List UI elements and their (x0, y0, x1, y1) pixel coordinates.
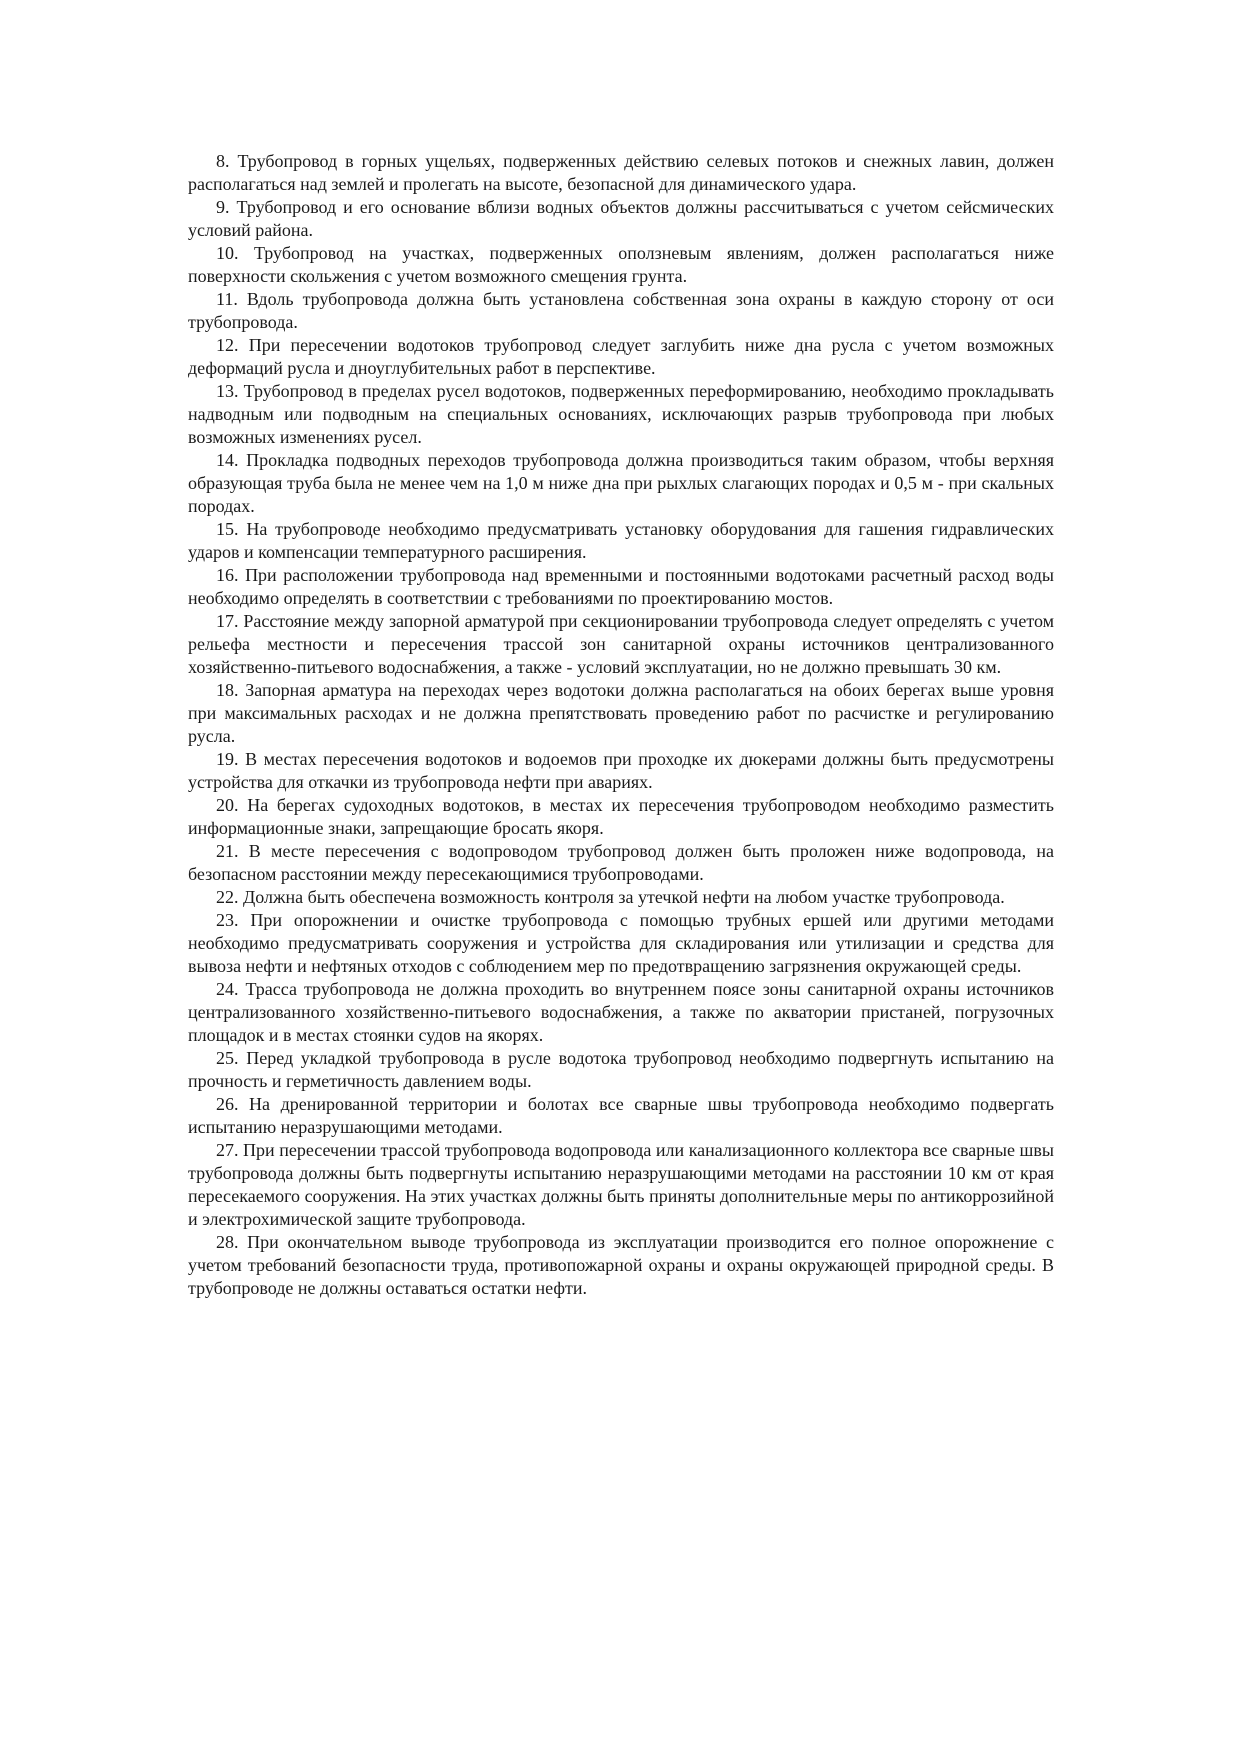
paragraph-23: 23. При опорожнении и очистке трубопровода с помощью трубных ершей или другими методами необходимо предусматривать сооружения и устройства для складирования или утилизации и средства для вывоза нефти и нефтяных отходов с соблюдением мер по предотвращению загрязнения окружающей среды. (188, 910, 1054, 976)
paragraph-18: 18. Запорная арматура на переходах через водотоки должна располагаться на обоих берегах выше уровня при максимальных расходах и не должна препятствовать проведению работ по расчистке и регулированию русла. (188, 680, 1054, 746)
paragraph-17: 17. Расстояние между запорной арматурой при секционировании трубопровода следует определять с учетом рельефа местности и пересечения трассой зон санитарной охраны источников централизованного хозяйственно-питьевого водоснабжения, а также - условий эксплуатации, но не должно превышать 30 км. (188, 611, 1054, 677)
document-body (188, 150, 1054, 1300)
paragraph-15: 15. На трубопроводе необходимо предусматривать установку оборудования для гашения гидравлических ударов и компенсации температурного расширения. (188, 519, 1054, 562)
paragraph-26: 26. На дренированной территории и болотах все сварные швы трубопровода необходимо подвергать испытанию неразрушающими методами. (188, 1094, 1054, 1137)
paragraph-13: 13. Трубопровод в пределах русел водотоков, подверженных переформированию, необходимо прокладывать надводным или подводным на специальных основаниях, исключающих разрыв трубопровода при любых возможных изменениях русел. (188, 381, 1054, 447)
paragraph-25: 25. Перед укладкой трубопровода в русле водотока трубопровод необходимо подвергнуть испытанию на прочность и герметичность давлением воды. (188, 1048, 1054, 1091)
paragraph-19: 19. В местах пересечения водотоков и водоемов при проходке их дюкерами должны быть предусмотрены устройства для откачки из трубопровода нефти при авариях. (188, 749, 1054, 792)
paragraph-12: 12. При пересечении водотоков трубопровод следует заглубить ниже дна русла с учетом возможных деформаций русла и дноуглубительных работ в перспективе. (188, 335, 1054, 378)
paragraph-20: 20. На берегах судоходных водотоков, в местах их пересечения трубопроводом необходимо разместить информационные знаки, запрещающие бросать якоря. (188, 795, 1054, 838)
paragraph-10: 10. Трубопровод на участках, подверженных оползневым явлениям, должен располагаться ниже поверхности скольжения с учетом возможного смещения грунта. (188, 243, 1054, 286)
paragraph-22: 22. Должна быть обеспечена возможность контроля за утечкой нефти на любом участке трубопровода. (216, 887, 1005, 907)
paragraph-28: 28. При окончательном выводе трубопровода из эксплуатации производится его полное опорожнение с учетом требований безопасности труда, противопожарной охраны и охраны окружающей природной среды. В трубопроводе не должны оставаться остатки нефти. (188, 1232, 1054, 1298)
paragraph-14: 14. Прокладка подводных переходов трубопровода должна производиться таким образом, чтобы верхняя образующая труба была не менее чем на 1,0 м ниже дна при рыхлых слагающих породах и 0,5 м - при скальных породах. (188, 450, 1054, 516)
paragraph-16: 16. При расположении трубопровода над временными и постоянными водотоками расчетный расход воды необходимо определять в соответствии с требованиями по проектированию мостов. (188, 565, 1054, 608)
paragraph-24: 24. Трасса трубопровода не должна проходить во внутреннем поясе зоны санитарной охраны источников централизованного хозяйственно-питьевого водоснабжения, а также по акватории пристаней, погрузочных площадок и в местах стоянки судов на якорях. (188, 979, 1054, 1045)
paragraph-8: 8. Трубопровод в горных ущельях, подверженных действию селевых потоков и снежных лавин, должен располагаться над землей и пролегать на высоте, безопасной для динамического удара. (188, 151, 1054, 194)
paragraph-9: 9. Трубопровод и его основание вблизи водных объектов должны рассчитываться с учетом сейсмических условий района. (188, 197, 1054, 240)
paragraph-11: 11. Вдоль трубопровода должна быть установлена собственная зона охраны в каждую сторону от оси трубопровода. (188, 289, 1054, 332)
paragraph-27: 27. При пересечении трассой трубопровода водопровода или канализационного коллектора все сварные швы трубопровода должны быть подвергнуты испытанию неразрушающими методами на расстоянии 10 км от края пересекаемого сооружения. На этих участках должны быть приняты дополнительные меры по антикоррозийной и электрохимической защите трубопровода. (188, 1140, 1054, 1229)
paragraph-21: 21. В месте пересечения с водопроводом трубопровод должен быть проложен ниже водопровода, на безопасном расстоянии между пересекающимися трубопроводами. (188, 841, 1054, 884)
